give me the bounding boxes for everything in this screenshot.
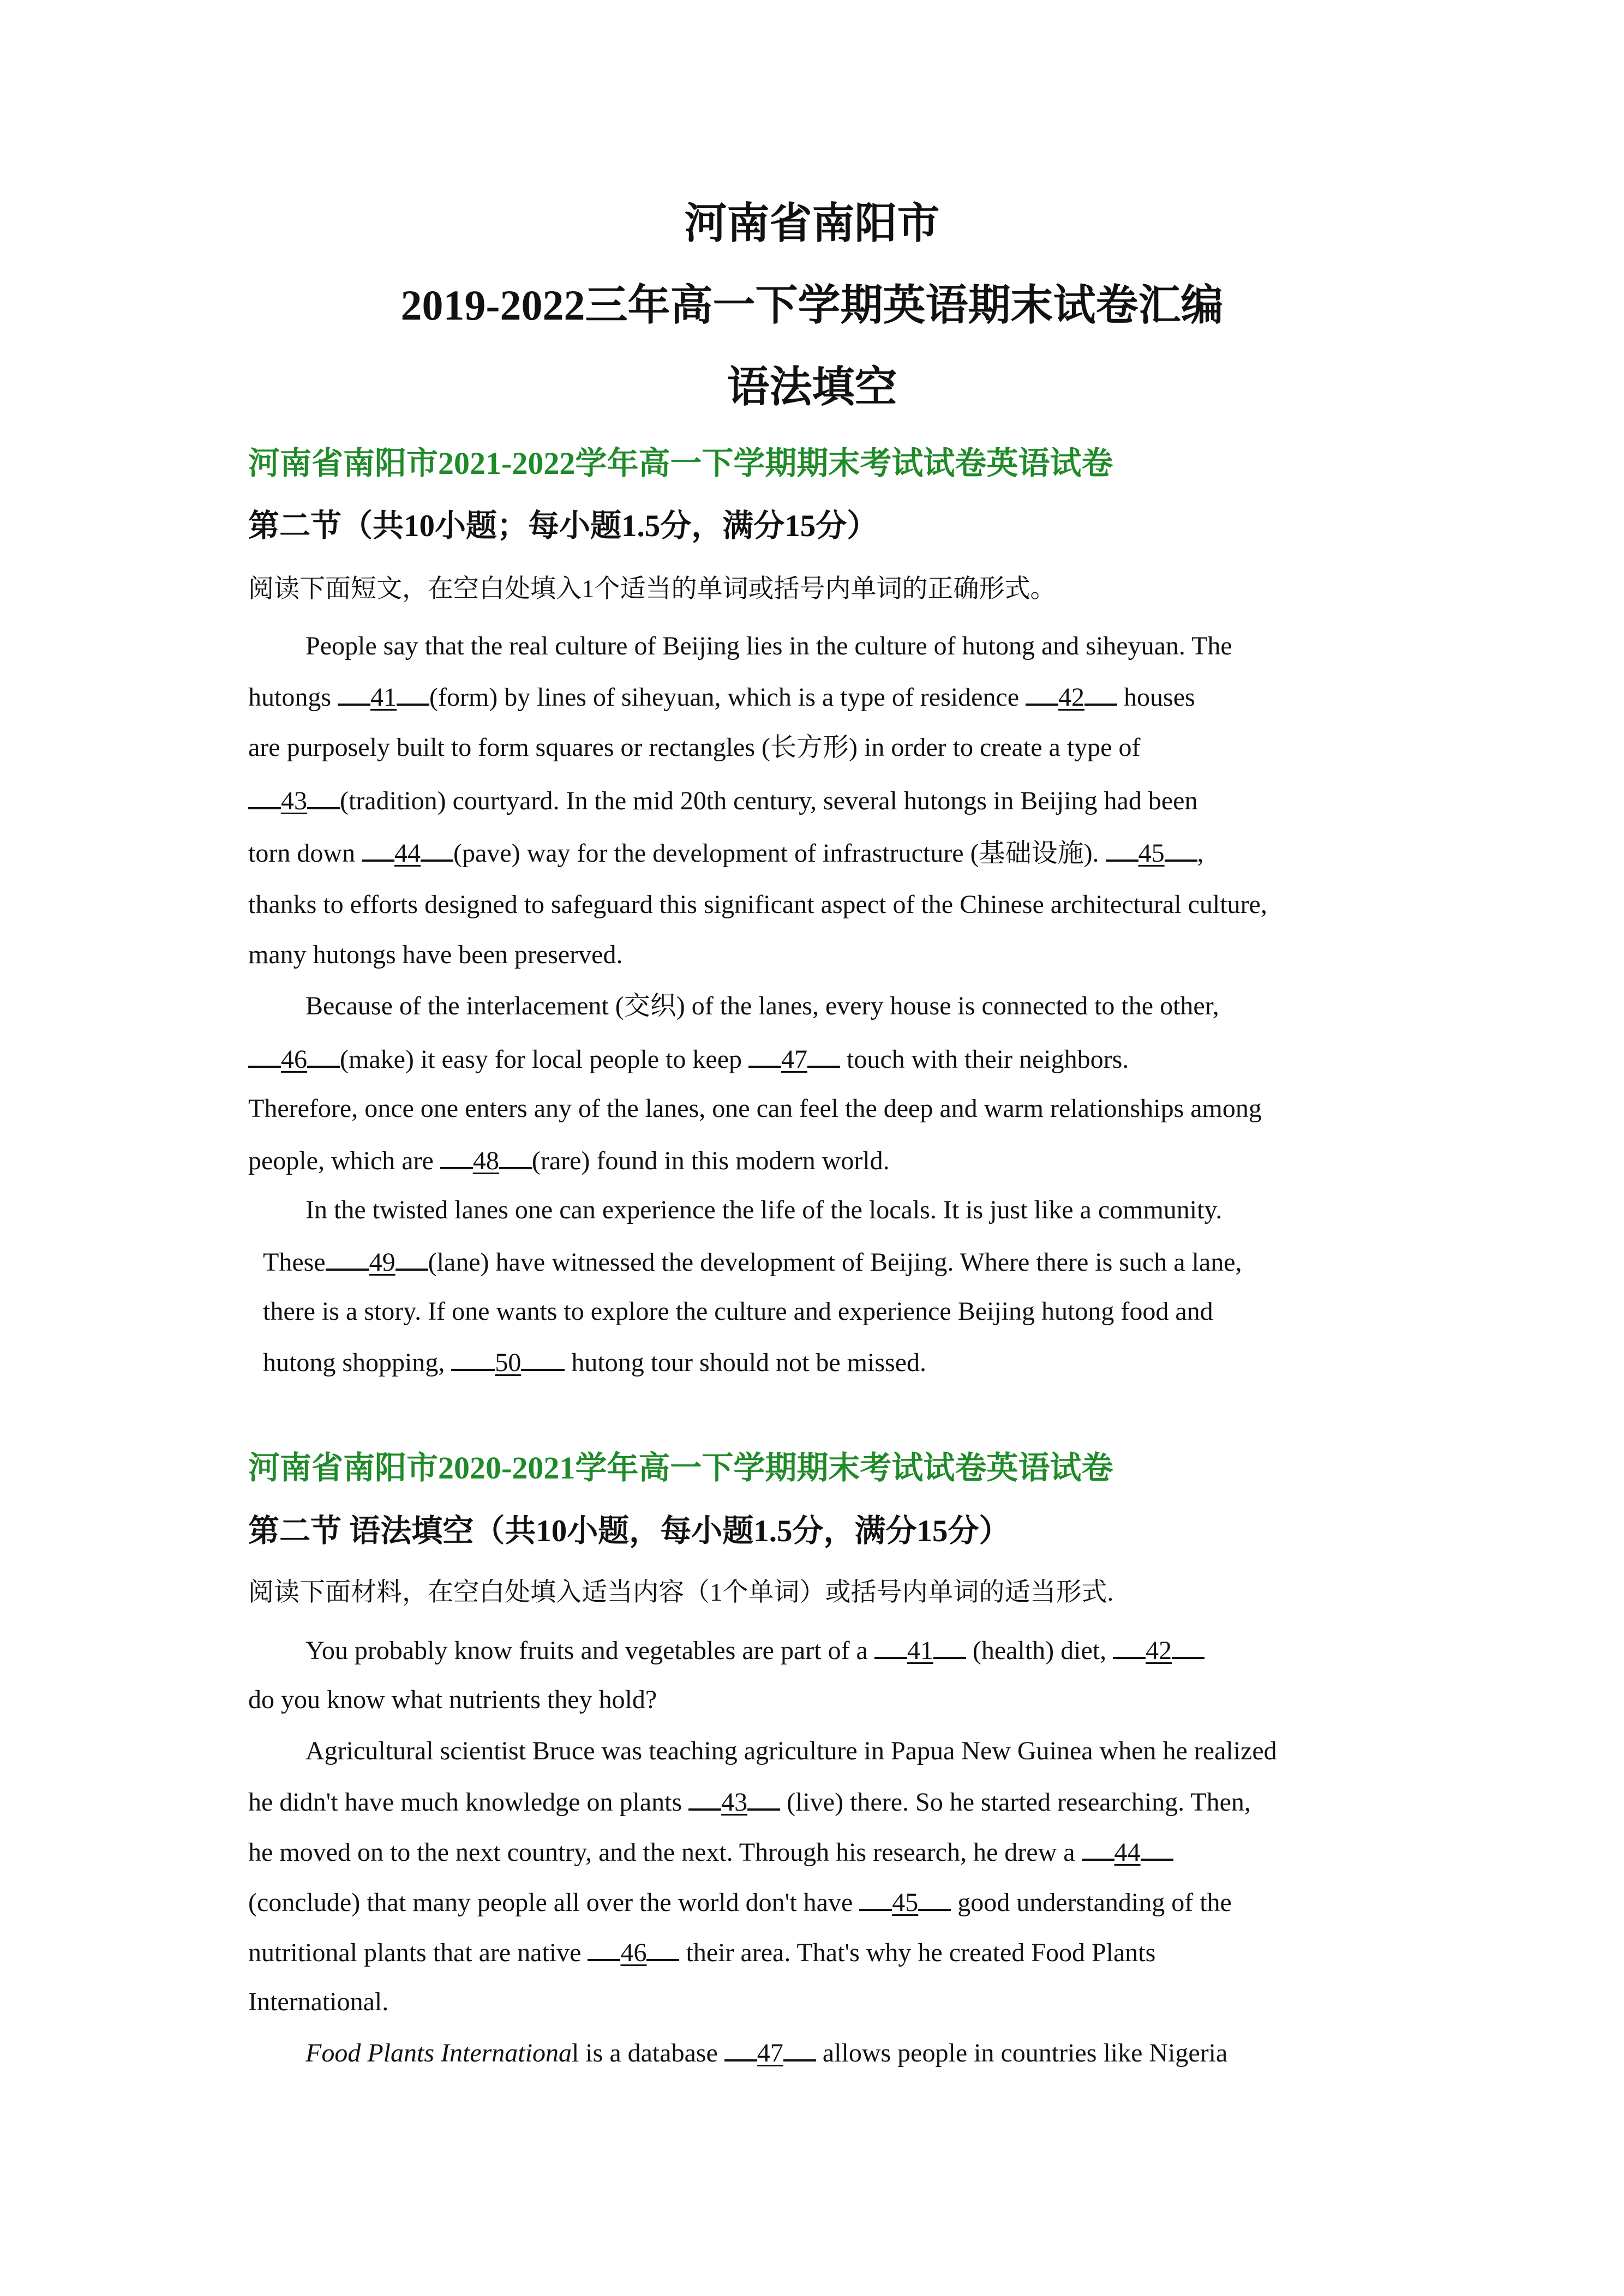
s2-line: Agricultural scientist Bruce was teaching agriculture in Papua New Guinea when he realized [305, 1736, 1277, 1765]
blank-49: 49 [369, 1248, 395, 1277]
s1-line [263, 1343, 926, 1382]
s2-text: he didn't have much knowledge on plants [248, 1788, 689, 1817]
s2-text: l is a database [571, 2039, 724, 2067]
s1-line [248, 833, 1204, 873]
s2-text: he moved on to the next country, and the next. Through his research, he drew a [248, 1838, 1082, 1867]
blank-47: 47 [757, 2039, 783, 2067]
s1-line: In the twisted lanes one can experience the life of the locals. It is just like a community. [305, 1195, 1223, 1224]
s1-text: people, which are [248, 1146, 440, 1175]
s2-line: International. [248, 1987, 389, 2016]
blank-47: 47 [781, 1045, 808, 1074]
blank-44: 44 [1114, 1838, 1141, 1867]
s1-text: (make) it easy for local people to keep [340, 1045, 749, 1074]
s1-text: These [263, 1248, 326, 1277]
s1-line: there is a story. If one wants to explore the culture and experience Beijing hutong food and [263, 1297, 1213, 1326]
blank-42: 42 [1146, 1636, 1172, 1665]
s2-line: do you know what nutrients they hold? [248, 1685, 657, 1714]
section1-part-heading: 第二节（共10小题；每小题1.5分，满分15分） [248, 509, 878, 543]
s2-line [305, 2033, 1227, 2072]
section2-heading: 河南省南阳市2020-2021学年高一下学期期末考试试卷英语试卷 [248, 1450, 1113, 1486]
blank-41: 41 [907, 1636, 933, 1665]
s2-italic-text: Food Plants Internationa [305, 2039, 572, 2067]
s1-line: thanks to efforts designed to safeguard this significant aspect of the Chinese architectural culture, [248, 890, 1267, 919]
blank-43: 43 [721, 1788, 748, 1817]
section1-heading: 河南省南阳市2021-2022学年高一下学期期末考试试卷英语试卷 [248, 446, 1113, 481]
s1-text: hutong tour should not be missed. [565, 1348, 927, 1377]
s2-line [248, 1933, 1155, 1972]
s1-text: touch with their neighbors. [840, 1045, 1129, 1074]
s1-text: (rare) found in this modern world. [531, 1146, 890, 1175]
blank-45: 45 [892, 1888, 919, 1917]
s1-text: , [1197, 839, 1204, 868]
s2-text: their area. That's why he created Food Plants [679, 1938, 1156, 1967]
blank-44: 44 [394, 839, 421, 868]
s2-text: (conclude) that many people all over the world don't have [248, 1888, 860, 1917]
section2-part-heading: 第二节 语法填空（共10小题，每小题1.5分，满分15分） [248, 1514, 1010, 1548]
s1-line [248, 1039, 1129, 1079]
doc-title-main: 2019-2022三年高一下学期英语期末试卷汇编 [400, 281, 1224, 329]
s1-line: many hutongs have been preserved. [248, 940, 623, 969]
s1-line: Therefore, once one enters any of the lanes, one can feel the deep and warm relationships among [248, 1094, 1262, 1123]
blank-46: 46 [620, 1938, 647, 1967]
s2-line [248, 1832, 1173, 1872]
s1-line: Because of the interlacement (交织) of the lanes, every house is connected to the other, [305, 991, 1219, 1020]
s1-text: (form) by lines of siheyuan, which is a type of residence [429, 683, 1026, 712]
s2-line [248, 1883, 1232, 1922]
s1-text: hutong shopping, [263, 1348, 452, 1377]
section1-instruction: 阅读下面短文，在空白处填入1个适当的单词或括号内单词的正确形式。 [248, 575, 1056, 603]
s1-text: (lane) have witnessed the development of Beijing. Where there is such a lane, [428, 1248, 1242, 1277]
s2-text: allows people in countries like Nigeria [816, 2039, 1228, 2067]
s1-text: houses [1117, 683, 1195, 712]
s2-text: good understanding of the [951, 1888, 1232, 1917]
s2-line [248, 1782, 1251, 1822]
doc-title-region: 河南省南阳市 [684, 200, 940, 247]
s1-line [248, 677, 1195, 717]
s2-text: (live) there. So he started researching. Then, [780, 1788, 1251, 1817]
s2-text: nutritional plants that are native [248, 1938, 588, 1967]
s1-line: People say that the real culture of Beijing lies in the culture of hutong and siheyuan. The [305, 632, 1232, 660]
blank-42: 42 [1058, 683, 1085, 712]
blank-41: 41 [370, 683, 397, 712]
blank-48: 48 [472, 1146, 499, 1175]
blank-50: 50 [495, 1348, 522, 1377]
s1-line [248, 781, 1197, 820]
doc-title-topic: 语法填空 [727, 363, 897, 411]
s1-text: (tradition) courtyard. In the mid 20th century, several hutongs in Beijing had been [340, 786, 1198, 815]
s1-text: hutongs [248, 683, 338, 712]
s1-line: are purposely built to form squares or rectangles (长方形) in order to create a type of [248, 733, 1141, 762]
blank-46: 46 [281, 1045, 307, 1074]
blank-45: 45 [1138, 839, 1165, 868]
s2-text: You probably know fruits and vegetables are part of a [305, 1636, 874, 1665]
s2-line [305, 1631, 1204, 1670]
blank-43: 43 [281, 786, 307, 815]
s1-line [263, 1242, 1242, 1282]
s1-text: (pave) way for the development of infrastructure (基础设施). [453, 839, 1106, 868]
s2-text: (health) diet, [966, 1636, 1113, 1665]
section2-instruction: 阅读下面材料，在空白处填入适当内容（1个单词）或括号内单词的适当形式. [248, 1578, 1114, 1607]
s1-line [248, 1141, 890, 1180]
s1-text: torn down [248, 839, 362, 868]
